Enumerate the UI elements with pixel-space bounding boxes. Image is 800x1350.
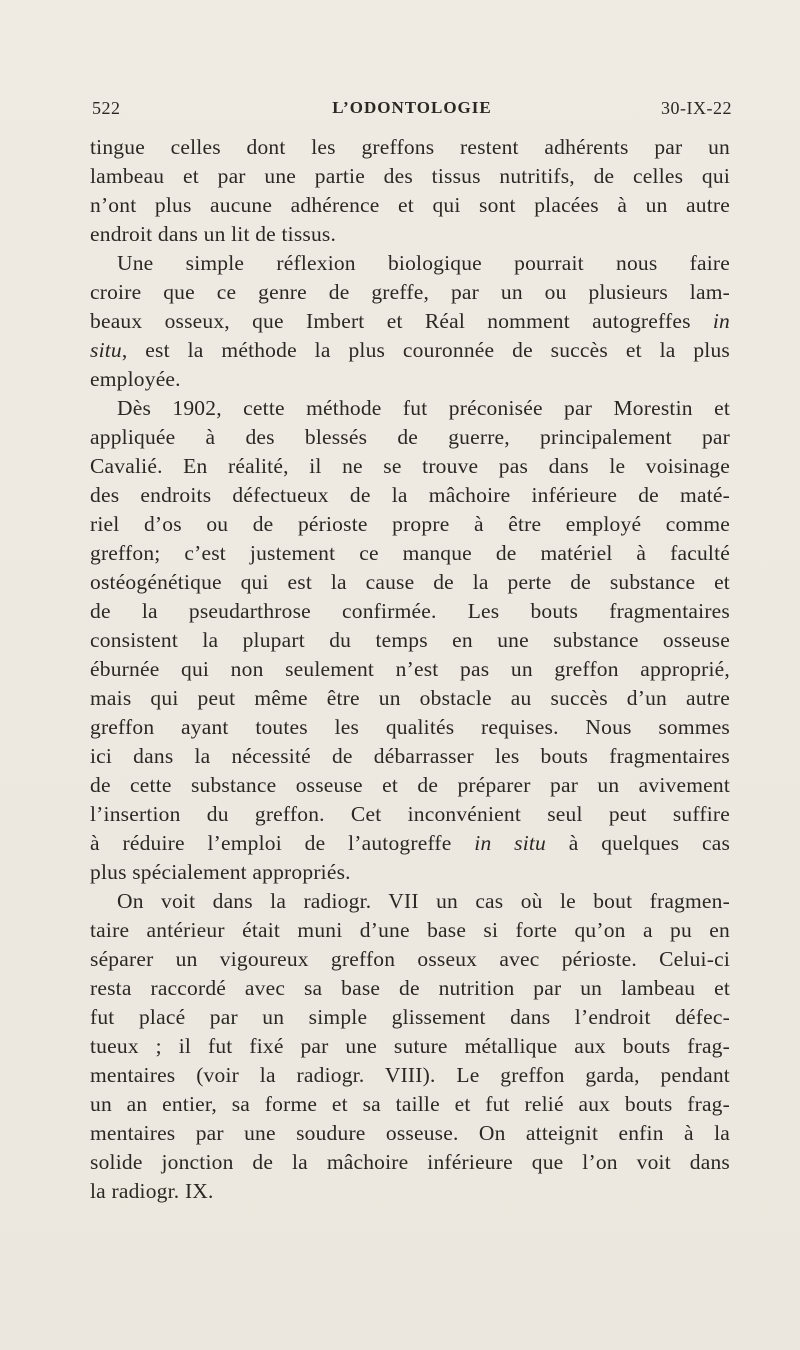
journal-title: L’ODONTOLOGIE	[332, 98, 492, 117]
text-line: tueux ; il fut fixé par une suture métallique aux bouts frag-	[90, 1034, 730, 1058]
italic-term: situ	[90, 338, 122, 362]
text-line: consistent la plupart du temps en une substance osseuse	[90, 628, 730, 652]
text-line: mentaires (voir la radiogr. VIII). Le greffon garda, pendant	[90, 1063, 730, 1087]
text-line: greffon; c’est justement ce manque de matériel à faculté	[90, 541, 730, 565]
italic-term: in situ	[474, 831, 546, 855]
text-line: tingue celles dont les greffons restent adhérents par un	[90, 135, 730, 159]
text-line: beaux osseux, que Imbert et Réal nomment autogreffes in	[90, 309, 730, 333]
text-line: lambeau et par une partie des tissus nutritifs, de celles qui	[90, 164, 730, 188]
paragraph-end-line: employée.	[90, 367, 181, 391]
text-line: de cette substance osseuse et de préparer par un avivement	[90, 773, 730, 797]
paragraph-start-line: On voit dans la radiogr. VII un cas où le bout fragmen-	[117, 889, 730, 913]
text-line: mais qui peut même être un obstacle au succès d’un autre	[90, 686, 730, 710]
text-line: n’ont plus aucune adhérence et qui sont placées à un autre	[90, 193, 730, 217]
text-line: fut placé par un simple glissement dans l’endroit défec-	[90, 1005, 730, 1029]
text-line: à réduire l’emploi de l’autogreffe in situ à quelques cas	[90, 831, 731, 855]
running-header	[92, 98, 732, 124]
paragraph-start-line: Une simple réflexion biologique pourrait nous faire	[117, 251, 730, 275]
paragraph-end-line: la radiogr. IX.	[90, 1179, 214, 1203]
text-line: appliquée à des blessés de guerre, principalement par	[90, 425, 730, 449]
text-line: Cavalié. En réalité, il ne se trouve pas dans le voisinage	[90, 454, 730, 478]
text-line: mentaires par une soudure osseuse. On atteignit enfin à la	[90, 1121, 730, 1145]
text-line: l’insertion du greffon. Cet inconvénient seul peut suffire	[90, 802, 730, 826]
text-line: de la pseudarthrose confirmée. Les bouts fragmentaires	[90, 599, 730, 623]
text-line: greffon ayant toutes les qualités requises. Nous sommes	[90, 715, 730, 739]
text-line: ostéogénétique qui est la cause de la perte de substance et	[90, 570, 730, 594]
text-line: riel d’os ou de périoste propre à être employé comme	[90, 512, 730, 536]
italic-term: in	[712, 309, 730, 333]
text-line: taire antérieur était muni d’une base si forte qu’on a pu en	[90, 918, 730, 942]
text-line: un an entier, sa forme et sa taille et fut relié aux bouts frag-	[90, 1092, 730, 1116]
text-line: éburnée qui non seulement n’est pas un greffon approprié,	[90, 657, 730, 681]
issue-date: 30-IX-22	[661, 98, 732, 118]
page-number: 522	[92, 98, 121, 118]
text-line: situ, est la méthode la plus couronnée de succès et la plus	[90, 338, 730, 362]
text-line: des endroits défectueux de la mâchoire inférieure de maté-	[90, 483, 730, 507]
body-text	[90, 133, 730, 1206]
text-line: solide jonction de la mâchoire inférieure que l’on voit dans	[90, 1150, 730, 1174]
paragraph-start-line: Dès 1902, cette méthode fut préconisée par Morestin et	[117, 396, 730, 420]
text-line: ici dans la nécessité de débarrasser les bouts fragmentaires	[90, 744, 730, 768]
paragraph-end-line: endroit dans un lit de tissus.	[90, 222, 337, 246]
text-line: séparer un vigoureux greffon osseux avec périoste. Celui-ci	[90, 947, 730, 971]
text-line: croire que ce genre de greffe, par un ou plusieurs lam-	[90, 280, 730, 304]
text-line: resta raccordé avec sa base de nutrition par un lambeau et	[90, 976, 730, 1000]
paragraph-end-line: plus spécialement appropriés.	[90, 860, 351, 884]
